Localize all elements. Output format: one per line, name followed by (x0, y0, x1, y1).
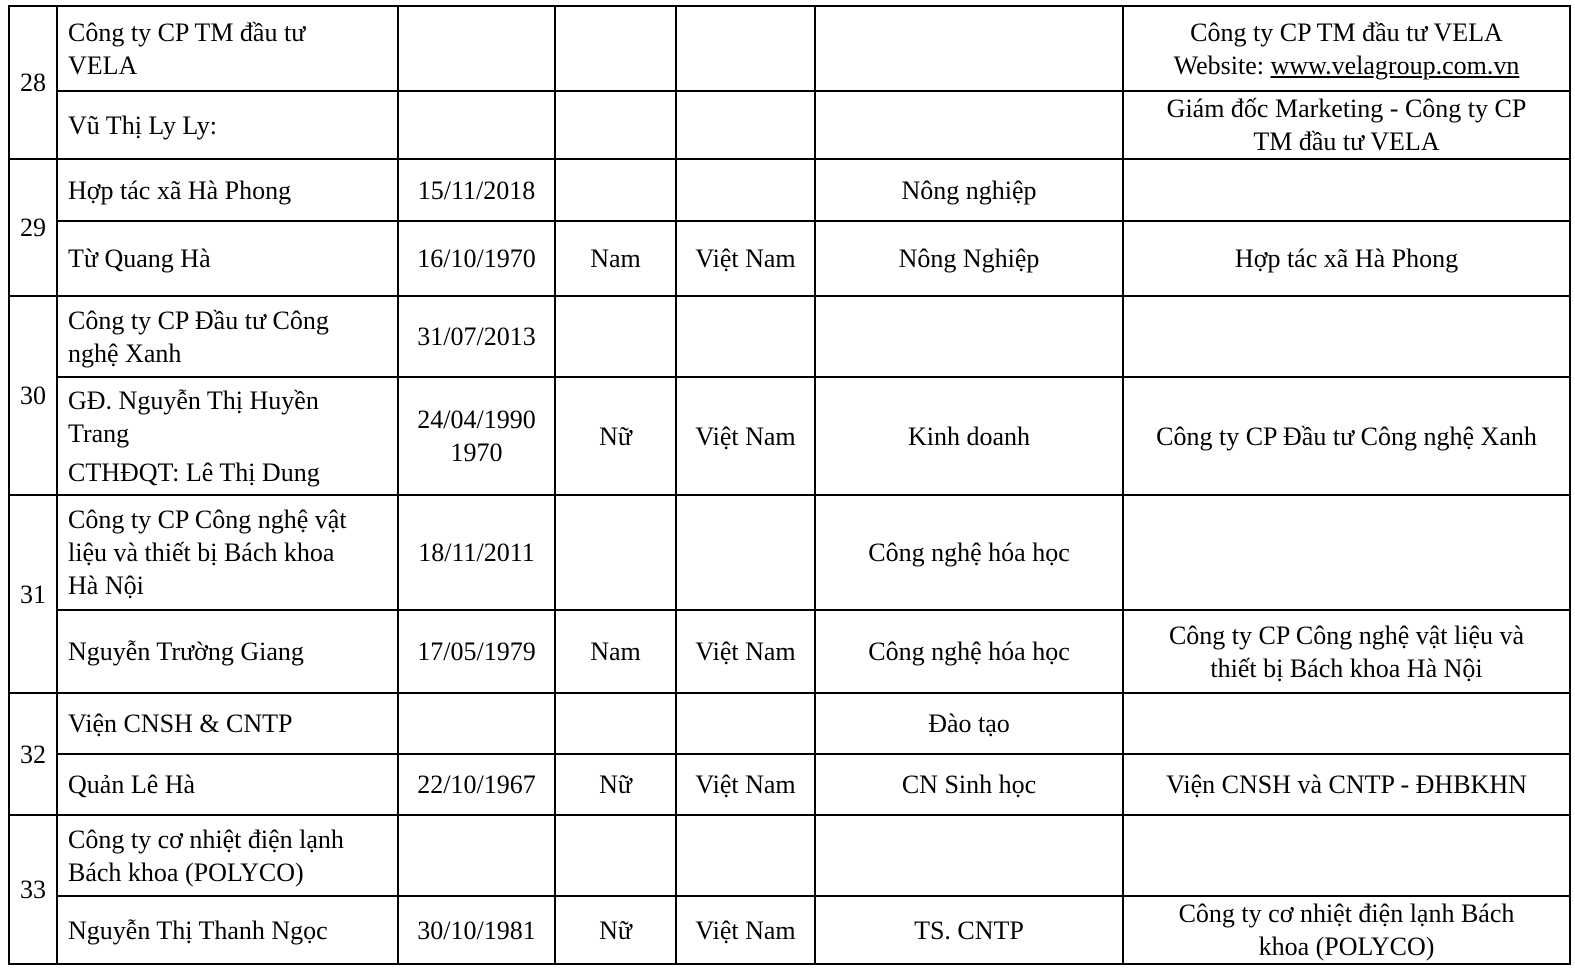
nationality: Việt Nam (676, 754, 815, 815)
birth-date: 17/05/1979 (398, 610, 555, 693)
website-label: Website: (1173, 50, 1271, 80)
org-name (57, 815, 398, 896)
workplace (1123, 693, 1570, 754)
workplace-line: khoa (POLYCO) (1258, 932, 1435, 961)
table-row (9, 159, 1570, 221)
field: Công nghệ hóa học (815, 610, 1123, 693)
website-link[interactable]: www.velagroup.com.vn (1270, 50, 1520, 80)
founded-date: 15/11/2018 (398, 159, 555, 221)
person-name (57, 377, 398, 495)
founded-date: 18/11/2011 (398, 495, 555, 610)
gender (555, 91, 676, 159)
founded-date: 31/07/2013 (398, 296, 555, 377)
row-number: 30 (9, 296, 57, 495)
workplace-line: TM đầu tư VELA (1253, 127, 1440, 156)
field: Nông nghiệp (815, 159, 1123, 221)
founded-date (398, 693, 555, 754)
workplace (1123, 610, 1570, 693)
person-name: Quản Lê Hà (57, 754, 398, 815)
table-row (9, 6, 1570, 91)
table-row (9, 221, 1570, 296)
gender: Nam (555, 610, 676, 693)
org-name: Hợp tác xã Hà Phong (57, 159, 398, 221)
person-name-line: GĐ. Nguyễn Thị Huyền (68, 385, 319, 415)
birth-date: 22/10/1967 (398, 754, 555, 815)
birth-date: 16/10/1970 (398, 221, 555, 296)
founded-date (398, 815, 555, 896)
workplace (1123, 896, 1570, 964)
person-name-line: CTHĐQT: Lê Thị Dung (68, 457, 320, 487)
gender: Nữ (555, 377, 676, 495)
gender (555, 495, 676, 610)
table-row (9, 377, 1570, 495)
field: Nông Nghiệp (815, 221, 1123, 296)
org-name-line: Công ty CP TM đầu tư (68, 17, 306, 47)
field: TS. CNTP (815, 896, 1123, 964)
workplace (1123, 6, 1570, 91)
birth-date-line: 24/04/1990 (417, 405, 536, 434)
birth-date: 30/10/1981 (398, 896, 555, 964)
person-name: Nguyễn Thị Thanh Ngọc (57, 896, 398, 964)
nationality (676, 495, 815, 610)
workplace-line: Công ty CP Công nghệ vật liệu và (1168, 620, 1525, 650)
person-name: Nguyễn Trường Giang (57, 610, 398, 693)
org-name (57, 296, 398, 377)
nationality (676, 91, 815, 159)
nationality: Việt Nam (676, 377, 815, 495)
workplace (1123, 815, 1570, 896)
nationality: Việt Nam (676, 610, 815, 693)
table-row (9, 495, 1570, 610)
workplace (1123, 159, 1570, 221)
birth-date-line: 1970 (450, 438, 503, 467)
birth-date (398, 377, 555, 495)
table-row (9, 91, 1570, 159)
row-number: 29 (9, 159, 57, 296)
workplace-line: Công ty cơ nhiệt điện lạnh Bách (1178, 899, 1515, 928)
gender (555, 693, 676, 754)
field (815, 91, 1123, 159)
org-name-line: Hà Nội (68, 571, 144, 600)
table-row (9, 610, 1570, 693)
workplace (1123, 296, 1570, 377)
org-name-line: Công ty cơ nhiệt điện lạnh (68, 824, 344, 854)
workplace-line: thiết bị Bách khoa Hà Nội (1210, 653, 1483, 683)
nationality: Việt Nam (676, 221, 815, 296)
field: Kinh doanh (815, 377, 1123, 495)
org-name-line: VELA (68, 50, 138, 80)
person-name: Vũ Thị Ly Ly: (57, 91, 398, 159)
workplace: Viện CNSH và CNTP - ĐHBKHN (1123, 754, 1570, 815)
org-name-line: Công ty CP Đầu tư Công (68, 305, 329, 335)
row-number: 28 (9, 6, 57, 159)
gender (555, 6, 676, 91)
row-number: 32 (9, 693, 57, 815)
org-name-line: Bách khoa (POLYCO) (68, 857, 304, 887)
table-row (9, 815, 1570, 896)
member-table (8, 5, 1571, 965)
field: CN Sinh học (815, 754, 1123, 815)
row-number: 31 (9, 495, 57, 693)
field (815, 6, 1123, 91)
table-row (9, 896, 1570, 964)
workplace: Hợp tác xã Hà Phong (1123, 221, 1570, 296)
person-name-line: Trang (68, 418, 130, 448)
website-line (1134, 49, 1559, 82)
gender: Nữ (555, 754, 676, 815)
org-name-line: nghệ Xanh (68, 338, 182, 368)
org-name-line: Công ty CP Công nghệ vật (68, 505, 347, 534)
nationality: Việt Nam (676, 896, 815, 964)
table-row (9, 693, 1570, 754)
gender: Nữ (555, 896, 676, 964)
workplace-line: Công ty CP TM đầu tư VELA (1190, 17, 1503, 47)
nationality (676, 159, 815, 221)
gender (555, 159, 676, 221)
workplace (1123, 91, 1570, 159)
workplace (1123, 495, 1570, 610)
person-name: Từ Quang Hà (57, 221, 398, 296)
table-row (9, 296, 1570, 377)
field (815, 296, 1123, 377)
workplace-line: Giám đốc Marketing - Công ty CP (1166, 94, 1527, 123)
gender (555, 296, 676, 377)
nationality (676, 693, 815, 754)
field (815, 815, 1123, 896)
field: Đào tạo (815, 693, 1123, 754)
nationality (676, 815, 815, 896)
org-name-line: liệu và thiết bị Bách khoa (68, 538, 335, 567)
org-name (57, 6, 398, 91)
nationality (676, 296, 815, 377)
org-name: Viện CNSH & CNTP (57, 693, 398, 754)
gender: Nam (555, 221, 676, 296)
field: Công nghệ hóa học (815, 495, 1123, 610)
table-row (9, 754, 1570, 815)
founded-date (398, 6, 555, 91)
gender (555, 815, 676, 896)
org-name (57, 495, 398, 610)
workplace: Công ty CP Đầu tư Công nghệ Xanh (1123, 377, 1570, 495)
nationality (676, 6, 815, 91)
row-number: 33 (9, 815, 57, 964)
birth-date (398, 91, 555, 159)
